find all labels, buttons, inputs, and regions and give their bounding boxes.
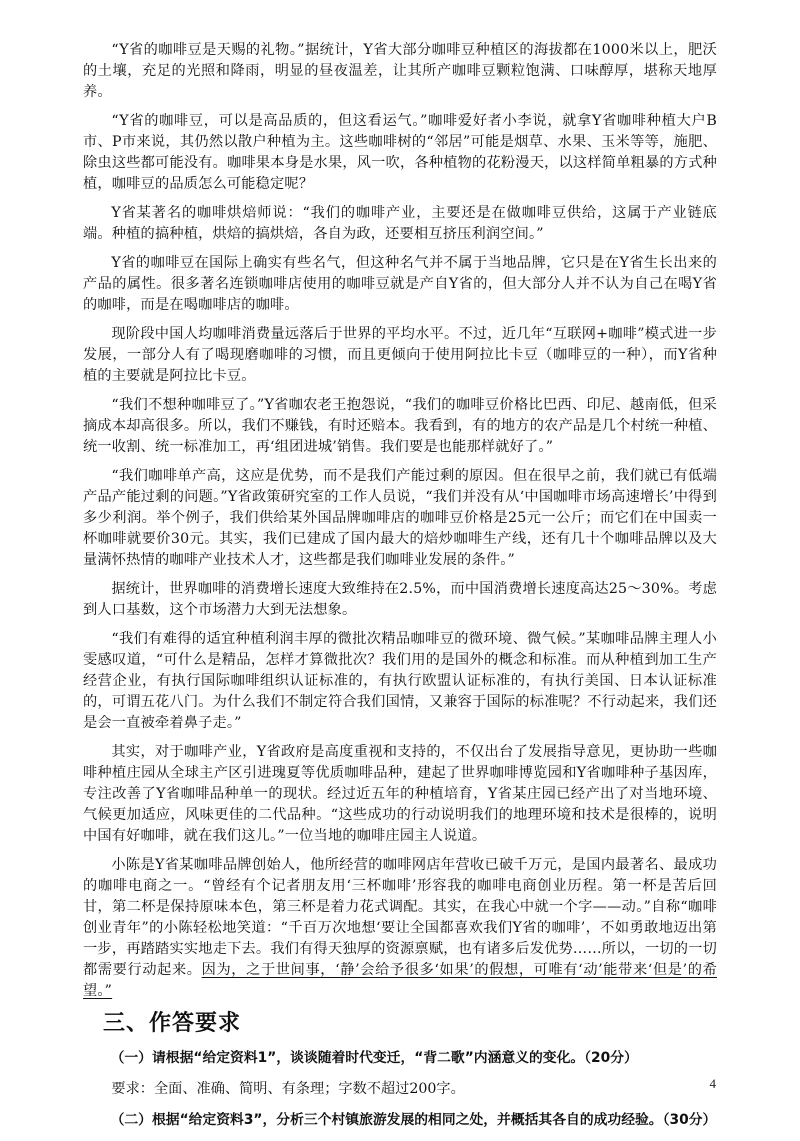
page-number: 4 — [709, 1076, 716, 1091]
paragraph-1: “Y省的咖啡豆是天赐的礼物。”据统计，Y省大部分咖啡豆种植区的海拔都在1000米以上，肥沃的土壤，充足的光照和降雨，明显的昼夜温差，让其所产咖啡豆颗粒饱满、口味醇厚，堪称天地厚养。 — [83, 42, 717, 100]
paragraph-11-text: 小陈是Y省某咖啡品牌创始人，他所经营的咖啡网店年营收已破千万元，是国内最著名、最成功的咖啡电商之一。“曾经有个记者朋友用‘三杯咖啡’形容我的咖啡电商创业历程。第一杯是苦后回甘，第二杯是保持原味本色，第三杯是着力花式调配。其实，在我心中就一个字——动。”自称“咖啡创业青年”的小陈轻松地笑道：“千百万次地想‘要让全国都喜欢我们Y省的咖啡’，不如勇敢地迈出第一步，再踏踏实实地走下去。我们有得天独厚的资源禀赋，也有诸多后发优势……所以，一切的一切都需要行动起来。 — [83, 857, 717, 978]
paragraph-2: “Y省的咖啡豆，可以是高品质的，但这看运气。”咖啡爱好者小李说，就拿Y省咖啡种植大户B市、P市来说，其仍然以散户种植为主。这些咖啡树的“邻居”可能是烟草、水果、玉米等等，施肥、除虫这些都可能没有。咖啡果本身是水果，风一吹，各种植物的花粉漫天，以这样简单粗暴的方式种植，咖啡豆的品质怎么可能稳定呢？ — [83, 113, 717, 192]
paragraph-11 — [83, 855, 717, 1002]
document-page — [83, 40, 717, 1141]
paragraph-8: 据统计，世界咖啡的消费增长速度大致维持在2.5%，而中国消费增长速度高达25～30%。考虑到人口基数，这个市场潜力大到无法想象。 — [83, 581, 717, 618]
paragraph-3: Y省某著名的咖啡烘焙师说：“我们的咖啡产业，主要还是在做咖啡豆供给，这属于产业链底端。种植的搞种植，烘焙的搞烘焙，各自为政，还要相互挤压利润空间。” — [83, 205, 717, 242]
paragraph-6: “我们不想种咖啡豆了。”Y省咖农老王抱怨说，“我们的咖啡豆价格比巴西、印尼、越南低，但采摘成本却高很多。所以，我们不赚钱，有时还赔本。我看到，有的地方的农产品是几个村统一种植、统一收割、统一标准加工，再‘组团进城’销售。我们要是也能那样就好了。” — [83, 397, 717, 455]
paragraph-7: “我们咖啡单产高，这应是优势，而不是我们产能过剩的原因。但在很早之前，我们就已有低端产品产能过剩的问题。”Y省政策研究室的工作人员说，“我们并没有从‘中国咖啡市场高速增长’中得到多少利润。举个例子，我们供给某外国品牌咖啡店的咖啡豆价格是25元一公斤；而它们在中国卖一杯咖啡就要价30元。其实，我们已建成了国内最大的焙炒咖啡生产线，还有几十个咖啡品牌以及大量满怀热情的咖啡产业技术人才，这些都是我们咖啡业发展的条件。” — [83, 468, 717, 568]
paragraph-5: 现阶段中国人均咖啡消费量远落后于世界的平均水平。不过，近几年“互联网+咖啡”模式进一步发展，一部分人有了喝现磨咖啡的习惯，而且更倾向于使用阿拉比卡豆（咖啡豆的一种），而Y省种植的主要就是阿拉比卡豆。 — [83, 326, 717, 384]
paragraph-9: “我们有难得的适宜种植利润丰厚的微批次精品咖啡豆的微环境、微气候。”某咖啡品牌主理人小雯感叹道，“可什么是精品，怎样才算微批次？我们用的是国外的概念和标准。而从种植到加工生产经营企业，有执行国际咖啡组织认证标准的，有执行欧盟认证标准的，有执行美国、日本认证标准的，可谓五花八门。为什么我们不制定符合我们国情，又兼容于国际的标准呢？不行动起来，我们还是会一直被牵着鼻子走。” — [83, 631, 717, 731]
underlined-quote: 因为，之于世间事，‘静’会给予很多‘如果’的假想，可唯有‘动’能带来‘但是’的希望。” — [83, 962, 717, 999]
paragraph-4: Y省的咖啡豆在国际上确实有些名气，但这种名气并不属于当地品牌，它只是在Y省生长出来的产品的属性。很多著名连锁咖啡店使用的咖啡豆就是产自Y省的，但大部分人并不认为自己在喝Y省的咖啡，而是在喝咖啡店的咖啡。 — [83, 255, 717, 313]
question-2: （二）根据“给定资料3”，分析三个村镇旅游发展的相同之处，并概括其各自的成功经验。（30分） — [110, 1112, 717, 1128]
paragraph-10: 其实，对于咖啡产业，Y省政府是高度重视和支持的，不仅出台了发展指导意见，更协助一些咖啡种植庄园从全球主产区引进瑰夏等优质咖啡品种，建起了世界咖啡博览园和Y省咖啡种子基因库，专注改善了Y省咖啡品种单一的现状。经过近五年的种植培育，Y省某庄园已经产出了对当地环境、气候更加适应，风味更佳的二代品种。“这些成功的行动说明我们的地理环境和技术是很棒的，说明中国有好咖啡，就在我们这儿。”一位当地的咖啡庄园主人说道。 — [83, 744, 717, 844]
question-1-requirement: 要求：全面、准确、简明、有条理；字数不超过200字。 — [111, 1081, 465, 1097]
section-title: 三、作答要求 — [103, 1011, 242, 1036]
question-1: （一）请根据“给定资料1”，谈谈随着时代变迁，“背二歌”内涵意义的变化。（20分） — [110, 1050, 638, 1066]
